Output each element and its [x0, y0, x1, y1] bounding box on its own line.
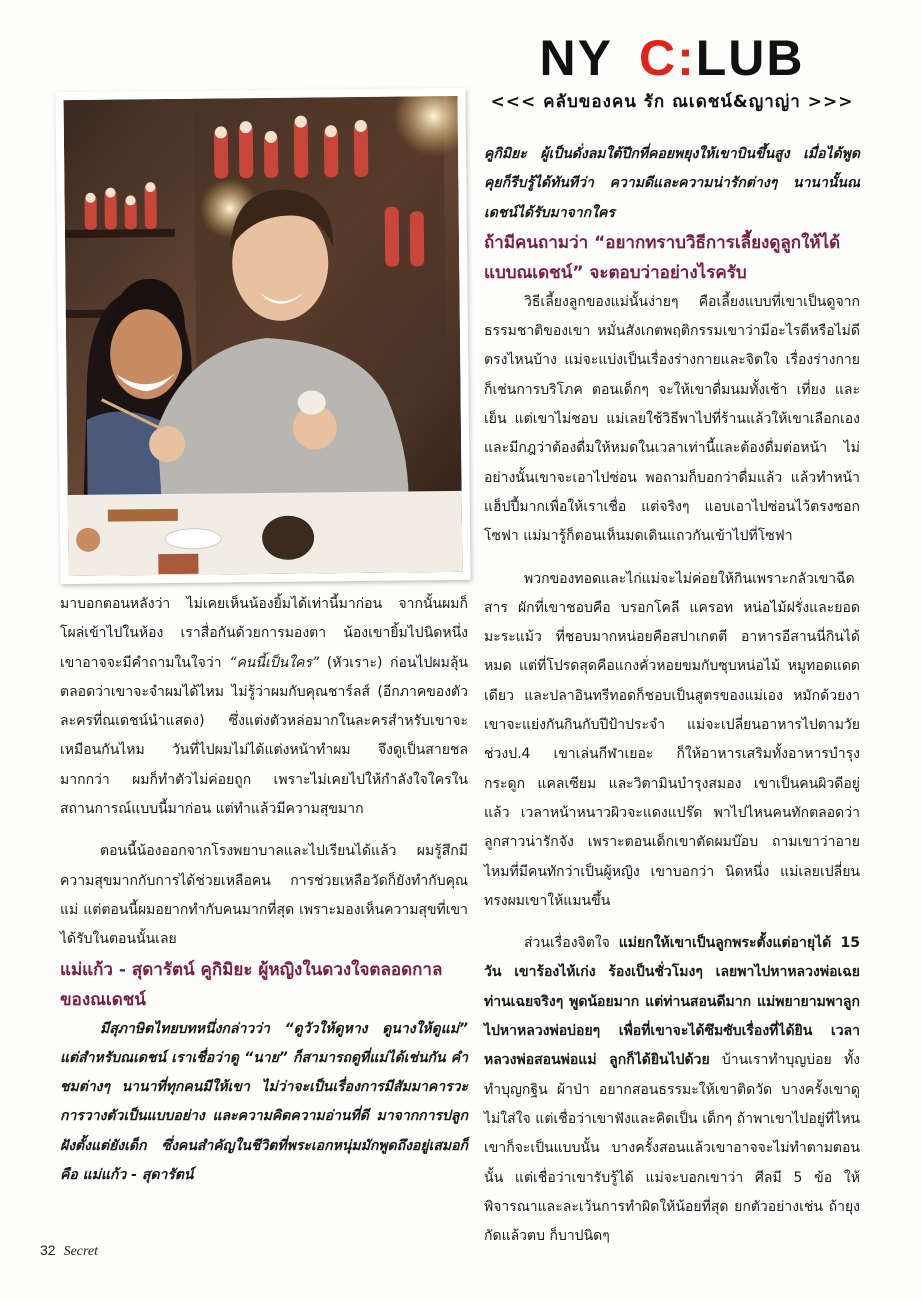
- shelf: [65, 229, 175, 238]
- mother-intro: มีสุภาษิตไทยบทหนึ่งกล่าวว่า “ดูวัวให้ดูหาง ดูนางให้ดูแม่” แต่สำหรับณเดชน์ เราเชื่อว่าดู “นาย” ก็สามารถดูที่แม่ได้เช่นกัน คำชมต่างๆ นานาที่ทุกคนมีให้เขา ไม่ว่าจะเป็นเรื่องการมีสัมมาคารวะ การวางตัวเป็นแบบอย่าง และความคิดความอ่านที่ดี มาจากการปลูกฝังตั้งแต่ยังเด็ก ซึ่งคนสำคัญในชีวิตที่พระเอกหนุ่มมักพูดถึงอยู่เสมอก็คือ แม่แก้ว - สุดารัตน์: [60, 1020, 468, 1184]
- page-footer: [40, 1242, 98, 1260]
- magazine-name: Secret: [63, 1244, 99, 1259]
- feature-photo: [55, 88, 470, 584]
- ny-club-logo: [462, 30, 882, 86]
- paragraph: [60, 590, 468, 824]
- masthead: [462, 30, 882, 115]
- right-intro: คูกิมิยะ ผู้เป็นดั่งลมใต้ปีกที่คอยพยุงให้เขาบินขึ้นสูง เมื่อได้พูดคุยก็รีบรู้ได้ทันทีว่า ความดีและความน่ารักต่างๆ นานานั้นณเดชน์ได้รับมาจากใคร: [484, 146, 860, 221]
- logo-ny: NY: [539, 30, 613, 86]
- photo-illustration: [64, 96, 463, 576]
- logo-lub: LUB: [695, 30, 805, 86]
- paragraph: พวกของทอดและไก่แม่จะไม่ค่อยให้กินเพราะกลัวเขาฉีดสาร ผักที่เขาชอบคือ บรอกโคลี แครอท หน่อไม้ฝรั่งและยอดมะระแม้ว ที่ชอบมากหน่อยคือสปาเกตตี อาหารอีสานนี่กินได้หมด แต่ที่โปรดสุดคือแกงคั่วหอยขมกับซุบหน่อไม้ หมูทอดแดดเดียว และปลาอินทรีทอดก็ชอบเป็นสูตรของแม่เอง หมักด้วยงา เขาจะแย่งกันกินกับปีป้าประจำ แม่จะเปลี่ยนอาหารไปตามวัย ช่วงป.4 เขาเล่นกีฬาเยอะ ก็ให้อาหารเสริมทั้งอาหารบำรุงกระดูก แคลเซียม และวิตามินบำรุงสมอง เขาเป็นคนผิวดีอยู่แล้ว เวลาหน้าหนาวผิวจะแดงแปร๊ด พาไปไหนคนทักตลอดว่าลูกสาวน่ารักจัง เพราะตอนเด็กเขาตัดผมบ๊อบ ถามเขาว่าอายไหมที่มีคนทักว่าเป็นผู้หญิง เขาบอกว่า นิดหนึ่ง แม่เลยเปลี่ยนทรงผมเขาให้แมนขึ้น: [484, 570, 860, 909]
- paragraph: [484, 929, 860, 1251]
- paragraph-lead: ส่วนเรื่องจิตใจ: [524, 935, 610, 952]
- paragraph-text: (หัวเราะ) ก่อนไปผมลุ้นตลอดว่าเขาจะจำผมได้ไหม ไม่รู้ว่าผมกับคุณชาร์ลส์ (อีกภาคของตัวละครที่ณเดชน์นำแสดง) ซึ่งแต่งตัวหล่อมากในละครสำหรับเขาจะเหมือนกันไหม วันที่ไปผมไม่ได้แต่งหน้าทำผม จึงดูเป็นสายชลมากกว่า ผมก็ทำตัวไม่ค่อยถูก เพราะไม่เคยไปให้กำลังใจใครในสถานการณ์แบบนี้มาก่อน แต่ทำแล้วมีความสุขมาก: [60, 654, 468, 818]
- masthead-subtitle: <<< คลับของคน รัก ณเดชน์&ญาญ่า >>>: [490, 92, 854, 112]
- left-column: [60, 590, 468, 1190]
- paragraph: ตอนนี้น้องออกจากโรงพยาบาลและไปเรียนได้แล้ว ผมรู้สึกมีความสุขมากกับการได้ช่วยเหลือคน การช่วยเหลือวัดก็ยังทำกับคุณแม่ แต่ตอนนี้ผมอยากทำกับคนมากที่สุด เพราะมองเห็นความสุขที่เขาได้รับในตอนนั้นเลย: [60, 843, 468, 948]
- paragraph-text: บ้านเราทำบุญบ่อย ทั้งทำบุญกฐิน ผ้าป่า อยากสอนธรรมะให้เขาติดวัด บางครั้งเขาดูไม่ใส่ใจ แต่เชื่อว่าเขาฟังและคิดเป็น เด็กๆ ถ้าพาเขาไปอยู่ที่ไหน เขาก็จะเป็นแบบนั้น บางครั้งสอนแล้วเขาอาจจะไม่ทำตามตอนนั้น แต่เชื่อว่าเขารับรู้ได้ แม่จะบอกเขาว่า ศีลมี 5 ข้อ ให้พิจารณาและละเว้นการทำผิดให้น้อยที่สุด ยกตัวอย่างเช่น ถ้ายุงกัดแล้วตบ ก็บาปนิดๆ: [484, 1052, 861, 1245]
- paragraph-text: มาบอกตอนหลังว่า ไม่เคยเห็นน้องยิ้มได้เท่านี้มาก่อน จากนั้นผมก็โผล่เข้าไปในห้อง เราสื่อกันด้วยการมองตา น้องเขายิ้มไปนิดหนึ่ง เขาอาจจะมีคำถามในใจว่า: [60, 596, 468, 671]
- logo-c: C: [638, 30, 678, 86]
- paragraph-bold-text: แม่ยกให้เขาเป็นลูกพระตั้งแต่อายุได้ 15 วัน เขาร้องไห้เก่ง ร้องเป็นชั่วโมงๆ เลยพาไปหาหลวงพ่อเฉย ท่านเฉยจริงๆ พูดน้อยมาก แต่ท่านสอนดีมาก แม่พยายามพาลูกไปหาหลวงพ่อบ่อยๆ เพื่อที่เขาจะได้ซึมซับเรื่องที่ได้ยิน เวลาหลวงพ่อสอนพ่อแม่ ลูกก็ได้ยินไปด้วย: [484, 935, 860, 1069]
- quote-text: “คนนี้เป็นใคร”: [229, 654, 320, 671]
- page-number: 32: [40, 1242, 56, 1258]
- paragraph: วิธีเลี้ยงลูกของแม่นั้นง่ายๆ คือเลี้ยงแบบที่เขาเป็นดูจากธรรมชาติของเขา หมั่นสังเกตพฤติกรรมเขาว่ามีอะไรดีหรือไม่ดีตรงไหนบ้าง แม่จะแบ่งเป็นเรื่องร่างกายและจิตใจ เรื่องร่างกายก็เช่นการบริโภค ตอนเด็กๆ จะให้เขาดื่มนมทั้งเช้า เที่ยง และเย็น แต่เขาไม่ชอบ แม่เลยใช้วิธีพาไปที่ร้านแล้วให้เขาเลือกเอง และมีกฎว่าต้องดื่มให้หมดในเวลาเท่านี้และต้องดื่มต่อหน้า ไม่อย่างนั้นเขาจะเอาไปซ่อน พอถามก็บอกว่าดื่มแล้ว แล้วทำหน้าแฮ็ปปี้มากเพื่อให้เราเชื่อ แต่จริงๆ แอบเอาไปซ่อนไว้ตรงซอกโซฟา แม่มารู้ก็ตอนเห็นมดเดินแถวกันเข้าไปที่โซฟา: [484, 293, 860, 545]
- section-heading-mother: แม่แก้ว - สุดารัตน์ คูกิมิยะ ผู้หญิงในดวงใจตลอดกาลของณเดชน์: [60, 959, 443, 1010]
- section-heading-question: ถ้ามีคนถามว่า “อยากทราบวิธีการเลี้ยงดูลูกให้ได้แบบณเดชน์” จะตอบว่าอย่างไรครับ: [484, 232, 841, 283]
- right-column: [484, 140, 860, 1251]
- logo-colon: :: [677, 30, 696, 86]
